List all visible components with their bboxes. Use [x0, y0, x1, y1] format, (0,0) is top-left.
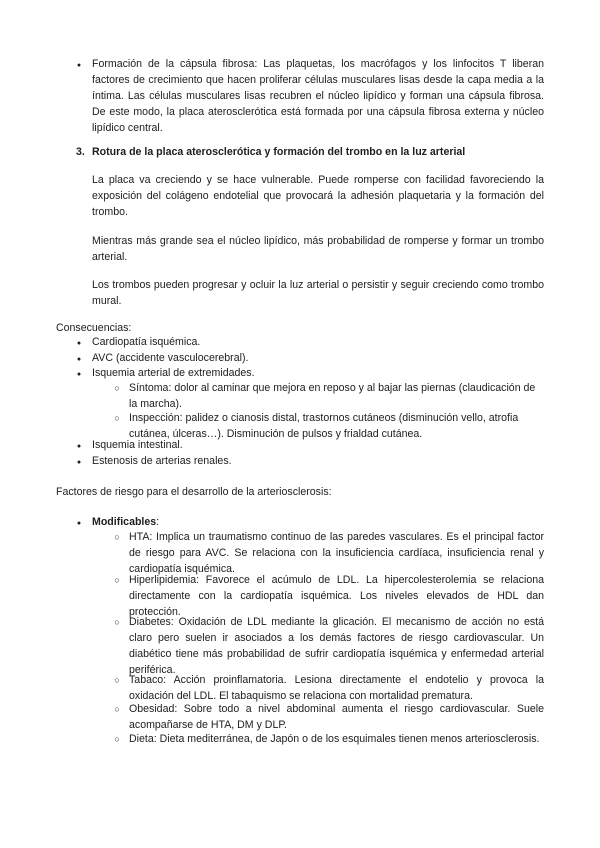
- factor-dieta: Dieta: Dieta mediterránea, de Japón o de los esquimales tienen menos arteriosclerosis.: [129, 733, 540, 745]
- section-number: 3.: [76, 146, 85, 158]
- modificables-colon: :: [156, 516, 160, 528]
- sub-bullet-icon: [110, 701, 124, 717]
- factor-hiperlipidemia: Hiperlipidemia: Favorece el acúmulo de LDL. La hipercolesterolemia se relaciona directamente con la cardiopatía isquémica. Los niveles elevados de HDL dan protección.: [129, 574, 544, 618]
- list-item: Isquemia intestinal.: [92, 439, 183, 451]
- list-item: AVC (accidente vasculocerebral).: [92, 352, 249, 364]
- factores-title: Factores de riesgo para el desarrollo de la arteriosclerosis:: [56, 486, 332, 498]
- bullet-icon: [72, 56, 86, 74]
- sub-list-item: Síntoma: dolor al caminar que mejora en reposo y al bajar las piernas (claudicación de la marcha).: [129, 382, 536, 410]
- factor-obesidad: Obesidad: Sobre todo a nivel abdominal aumenta el riesgo cardiovascular. Suele acompañarse de HTA, DM y DLP.: [129, 703, 544, 731]
- section3-paragraph-3: Los trombos pueden progresar y ocluir la luz arterial o persistir y seguir creciendo como trombo mural.: [92, 279, 544, 307]
- factor-diabetes: Diabetes: Oxidación de LDL mediante la glicación. El mecanismo de acción no está claro pero suelen ir asociados a los demás factores de riesgo cardiovascular. Un diabético tiene más probabilidad de sufrir cardiopatía isquémica y enfermedad arterial periférica.: [129, 616, 544, 676]
- modificables-heading: Modificables: [92, 516, 157, 528]
- sub-bullet-icon: [110, 572, 124, 588]
- sub-bullet-icon: [110, 410, 124, 426]
- consecuencias-title: Consecuencias:: [56, 322, 132, 334]
- sub-bullet-icon: [110, 614, 124, 630]
- bullet-icon: [72, 514, 86, 532]
- list-item: Estenosis de arterias renales.: [92, 455, 232, 467]
- factor-tabaco: Tabaco: Acción proinflamatoria. Lesiona directamente el endotelio y provoca la oxidación del LDL. El tabaquismo se relaciona con mortalidad prematura.: [129, 674, 544, 702]
- bullet-icon: [72, 365, 86, 383]
- sub-list-item: Inspección: palidez o cianosis distal, trastornos cutáneos (disminución vello, atrofia cutánea, úlceras…). Disminución de pulsos y frialdad cutánea.: [129, 412, 519, 440]
- factor-hta: HTA: Implica un traumatismo continuo de las paredes vasculares. Es el principal factor de riesgo para AVC. Se relaciona con la insuficiencia cardíaca, insuficiencia renal y cardiopatía isquémica.: [129, 531, 544, 575]
- section3-paragraph-1: La placa va creciendo y se hace vulnerable. Puede romperse con facilidad favoreciendo la exposición del colágeno endotelial que provocará la adhesión plaquetaria y la formación del trombo.: [92, 174, 544, 218]
- bullet-icon: [72, 453, 86, 471]
- list-item: Cardiopatía isquémica.: [92, 336, 201, 348]
- modificables-label: [92, 514, 159, 530]
- list-item: Isquemia arterial de extremidades.: [92, 367, 255, 379]
- sub-bullet-icon: [110, 529, 124, 545]
- sub-bullet-icon: [110, 731, 124, 747]
- sub-bullet-icon: [110, 380, 124, 396]
- capsula-paragraph: Formación de la cápsula fibrosa: Las plaquetas, los macrófagos y los linfocitos T liberan factores de crecimiento que hacen proliferar células musculares lisas desde la capa media a la íntima. Las células musculares lisas recubren el núcleo lipídico y forman una cápsula fibrosa. De este modo, la placa aterosclerótica está formada por una cápsula fibrosa externa y núcleo lipídico central.: [92, 58, 544, 134]
- section-heading: Rotura de la placa aterosclerótica y formación del trombo en la luz arterial: [92, 146, 466, 158]
- section3-paragraph-2: Mientras más grande sea el núcleo lipídico, más probabilidad de romperse y formar un trombo arterial.: [92, 235, 544, 263]
- sub-bullet-icon: [110, 672, 124, 688]
